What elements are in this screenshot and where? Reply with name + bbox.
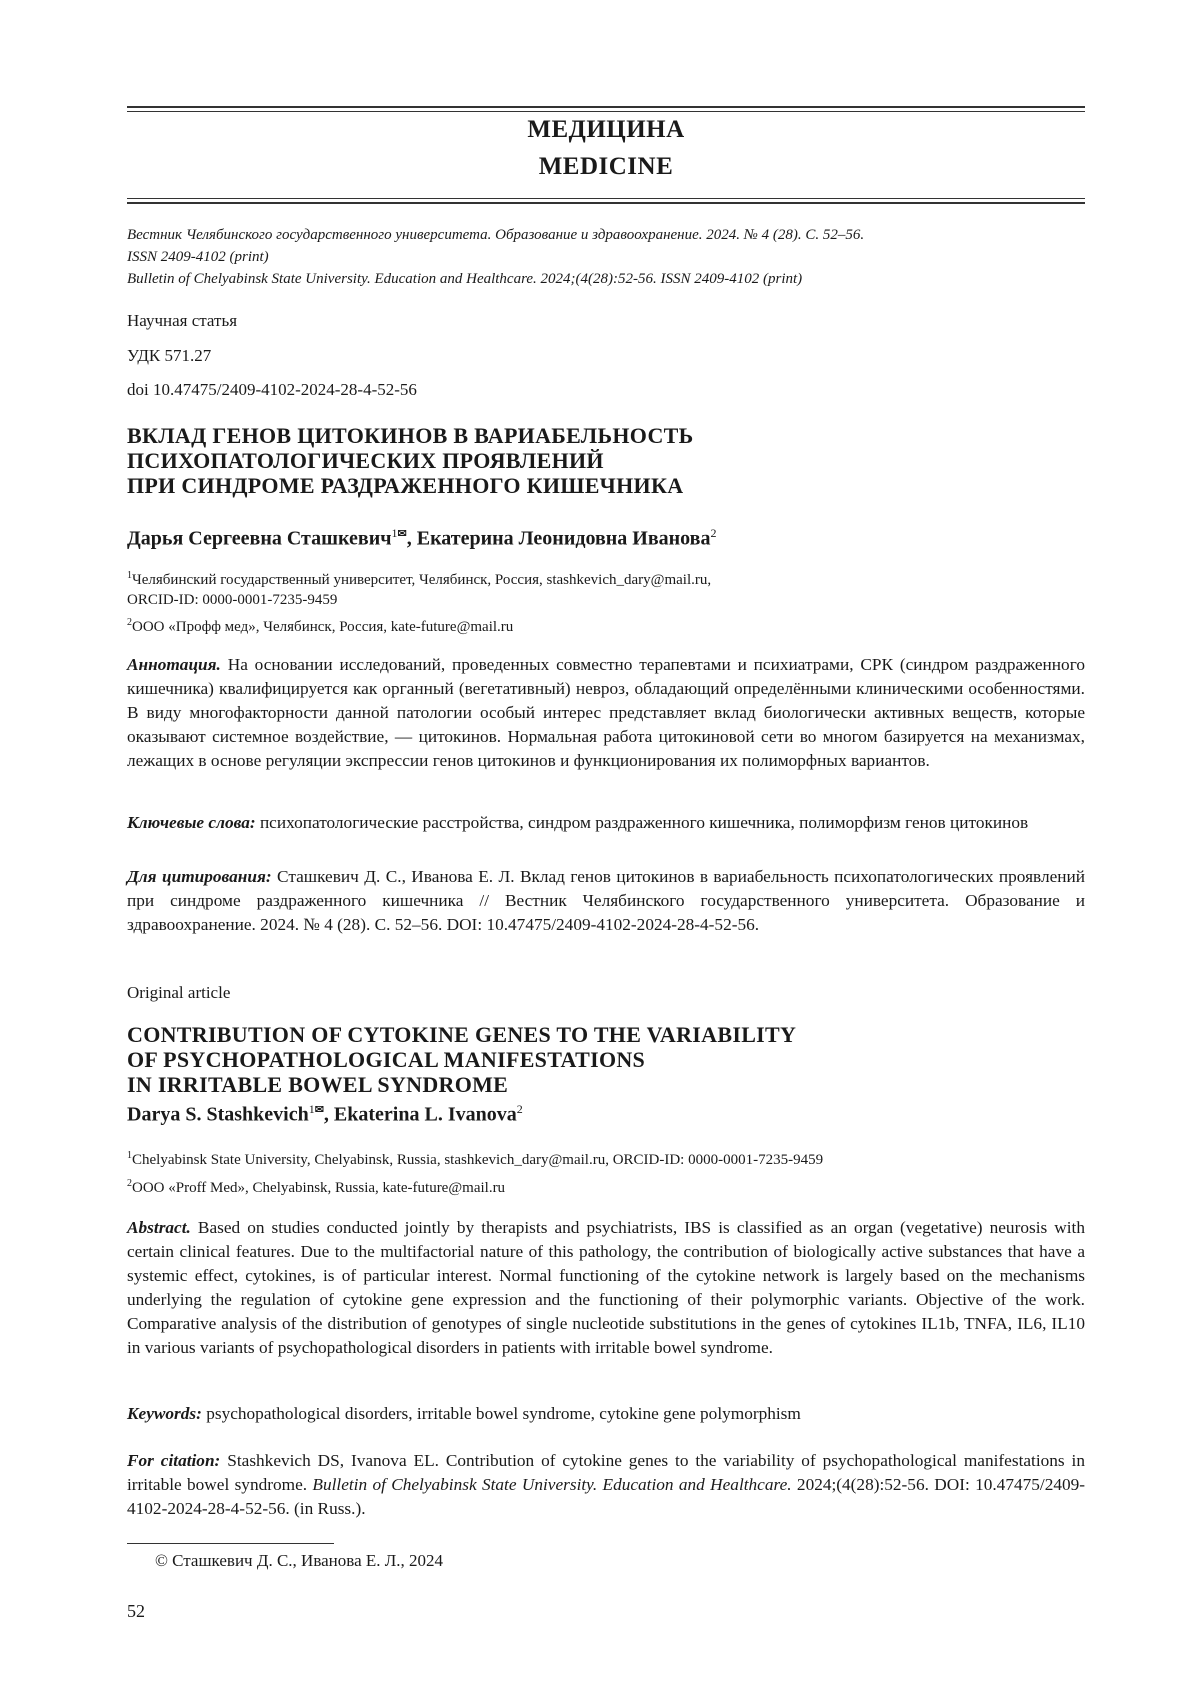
affiliation-en-1 bbox=[127, 1146, 1085, 1170]
journal-line-ru: Вестник Челябинского государственного университета. Образование и здравоохранение. 2024. № 4 (28). С. 52–56. bbox=[127, 227, 865, 243]
citation-journal: Bulletin of Chelyabinsk State University. Education and Healthcare. bbox=[312, 1475, 792, 1494]
title-en-line: IN IRRITABLE BOWEL SYNDROME bbox=[127, 1072, 509, 1097]
keywords-text: психопатологические расстройства, синдром раздраженного кишечника, полиморфизм генов цитокинов bbox=[259, 813, 1029, 832]
title-en-line: OF PSYCHOPATHOLOGICAL MANIFESTATIONS bbox=[127, 1047, 646, 1072]
abstract-en bbox=[127, 1216, 1085, 1360]
authors-en: Darya S. Stashkevich$^{1✉}$, Ekaterina L. Ivanova$^2$ bbox=[127, 1102, 523, 1126]
affiliation-sup: 1 bbox=[391, 526, 398, 540]
affiliation-text: Chelyabinsk State University, Chelyabinsk, Russia, stashkevich_dary@mail.ru, ORCID-ID: 0000-0001-7235-9459 bbox=[132, 1152, 824, 1168]
envelope-icon: ✉ bbox=[314, 1104, 324, 1116]
doi: doi 10.47475/2409-4102-2024-28-4-52-56 bbox=[127, 380, 417, 399]
citation-text: Stashkevich DS, Ivanova EL. Contribution of cytokine genes to the variability of psychopathological manifestations in irritable bowel syndrome. bbox=[127, 1451, 1085, 1494]
citation-label: For citation: bbox=[127, 1451, 221, 1470]
citation-label: Для цитирования: bbox=[127, 867, 272, 886]
affiliation-num: 2 bbox=[127, 617, 132, 628]
affiliation-num: 1 bbox=[127, 1150, 132, 1161]
header-rule-top bbox=[127, 106, 1085, 112]
author-name: Дарья Сергеевна Сташкевич bbox=[127, 527, 392, 550]
affiliation-text: OOO «Proff Med», Chelyabinsk, Russia, kate-future@mail.ru bbox=[132, 1180, 506, 1196]
section-title-ru: МЕДИЦИНА bbox=[527, 116, 685, 143]
footnote-rule bbox=[127, 1543, 334, 1544]
affiliation-sup: 1 bbox=[308, 1102, 315, 1116]
citation-ru bbox=[127, 865, 1085, 937]
title-en bbox=[127, 1022, 796, 1097]
section-title-en: MEDICINE bbox=[538, 153, 674, 180]
journal-line-en: Bulletin of Chelyabinsk State University. Education and Healthcare. 2024;(4(28):52-56. ISSN 2409-4102 (print) bbox=[127, 271, 803, 287]
orcid: ORCID-ID: 0000-0001-7235-9459 bbox=[127, 592, 338, 608]
envelope-icon: ✉ bbox=[397, 528, 407, 540]
citation-text: Сташкевич Д. С., Иванова Е. Л. Вклад генов цитокинов в вариабельность психопатологических проявлений при синдроме раздраженного кишечника // Вестник Челябинского государственного университета. Образование и здравоохранение. 2024. № 4 (28). С. 52–56. DOI: 10.47475/2409-4102-2024-28-4-52-56. bbox=[127, 867, 1086, 934]
journal-info bbox=[127, 224, 1085, 290]
author-name: Ekaterina L. Ivanova bbox=[333, 1103, 517, 1126]
affiliation-sup: 2 bbox=[516, 1102, 523, 1116]
keywords-text: psychopathological disorders, irritable bowel syndrome, cytokine gene polymorphism bbox=[206, 1404, 801, 1423]
keywords-ru bbox=[127, 811, 1085, 835]
title-ru-line: ПРИ СИНДРОМЕ РАЗДРАЖЕННОГО КИШЕЧНИКА bbox=[127, 473, 684, 498]
udk-code: УДК 571.27 bbox=[127, 346, 212, 365]
page-number: 52 bbox=[127, 1601, 145, 1621]
journal-issn: ISSN 2409-4102 (print) bbox=[127, 249, 269, 265]
keywords-en bbox=[127, 1402, 1085, 1426]
abstract-text: На основании исследований, проведенных совместно терапевтами и психиатрами, СРК (синдром раздраженного кишечника) квалифицируется как органный (вегетативный) невроз, обладающий определёнными клиническими особенностями. В виду многофакторности данной патологии особый интерес представляет вклад биологически активных веществ, которые оказывают системное воздействие, — цитокинов. Нормальная работа цитокиновой сети во многом базируется на механизмах, лежащих в основе регуляции экспрессии генов цитокинов и функционирования их полиморфных вариантов. bbox=[127, 655, 1085, 770]
affiliation-ru-1 bbox=[127, 566, 1085, 610]
title-ru-line: ПСИХОПАТОЛОГИЧЕСКИХ ПРОЯВЛЕНИЙ bbox=[127, 448, 604, 473]
author-name: Екатерина Леонидовна Иванова bbox=[416, 527, 711, 550]
citation-en bbox=[127, 1449, 1085, 1521]
author-name: Darya S. Stashkevich bbox=[127, 1103, 309, 1126]
copyright: © Сташкевич Д. С., Иванова Е. Л., 2024 bbox=[155, 1551, 444, 1570]
title-en-line: CONTRIBUTION OF CYTOKINE GENES TO THE VARIABILITY bbox=[127, 1022, 797, 1047]
affiliation-en-2 bbox=[127, 1174, 1085, 1198]
header-rule-bottom bbox=[127, 198, 1085, 204]
citation-text-end: 2024;(4(28):52-56. DOI: 10.47475/2409-4102-2024-28-4-52-56. (in Russ.). bbox=[127, 1475, 1086, 1518]
keywords-label: Ключевые слова: bbox=[127, 813, 256, 832]
abstract-label: Аннотация. bbox=[127, 655, 221, 674]
article-type-en: Original article bbox=[127, 983, 231, 1002]
authors-ru: Дарья Сергеевна Сташкевич$^{1✉}$, Екатерина Леонидовна Иванова$^2$ bbox=[127, 526, 717, 550]
affiliation-text: Челябинский государственный университет, Челябинск, Россия, stashkevich_dary@mail.ru, bbox=[132, 572, 712, 588]
article-type-ru: Научная статья bbox=[127, 311, 238, 330]
affiliation-text: ООО «Профф мед», Челябинск, Россия, kate-future@mail.ru bbox=[132, 619, 514, 635]
abstract-ru bbox=[127, 653, 1085, 773]
affiliation-num: 2 bbox=[127, 1178, 132, 1189]
affiliation-sup: 2 bbox=[710, 526, 717, 540]
title-ru bbox=[127, 423, 693, 498]
title-ru-line: ВКЛАД ГЕНОВ ЦИТОКИНОВ В ВАРИАБЕЛЬНОСТЬ bbox=[127, 423, 694, 448]
affiliation-num: 1 bbox=[127, 570, 132, 581]
abstract-label: Abstract. bbox=[127, 1218, 191, 1237]
affiliation-ru-2 bbox=[127, 613, 1085, 637]
abstract-text: Based on studies conducted jointly by therapists and psychiatrists, IBS is classified as an organ (vegetative) neurosis with certain clinical features. Due to the multifactorial nature of this pathology, the contribution of biologically active substances that have a systemic effect, cytokines, is of particular interest. Normal functioning of the cytokine network is largely based on the mechanisms underlying the regulation of cytokine gene expression and the functioning of their polymorphic variants. Objective of the work. Comparative analysis of the distribution of genotypes of single nucleotide substitutions in the genes of cytokines IL1b, TNFA, IL6, IL10 in various variants of psychopathological disorders in patients with irritable bowel syndrome. bbox=[127, 1218, 1085, 1357]
keywords-label: Keywords: bbox=[127, 1404, 202, 1423]
